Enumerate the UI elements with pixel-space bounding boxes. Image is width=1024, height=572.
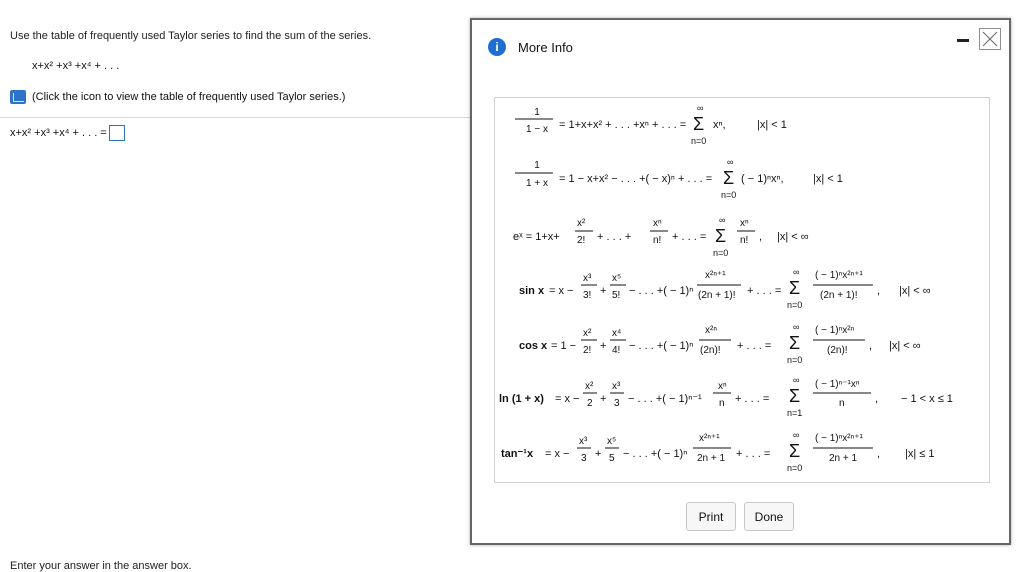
footer-instruction: Enter your answer in the answer box. — [10, 560, 192, 572]
formula-4-term-den: (2n + 1)! — [820, 290, 858, 301]
formula-7-sigma: Σ — [789, 441, 801, 461]
formula-4-lower: n=0 — [787, 300, 803, 310]
formula-6-mid: − . . . +( − 1)ⁿ⁻¹ — [628, 393, 702, 405]
formula-3-lower: n=0 — [713, 248, 729, 258]
formula-7-frac2-num: x⁵ — [607, 436, 617, 447]
answer-input[interactable] — [109, 125, 125, 141]
formula-3-tail: + . . . = — [672, 231, 707, 243]
modal-title: More Info — [518, 39, 573, 55]
formula-3-term-den: n! — [740, 235, 749, 246]
formula-4-equals: = x − — [549, 285, 574, 297]
formula-3-term-num: xⁿ — [740, 218, 749, 229]
formula-3-frac2-den: n! — [653, 235, 662, 246]
formula-2-lower: n=0 — [721, 190, 737, 200]
formula-1-upper: ∞ — [697, 103, 704, 113]
formula-7-frac2-den: 5 — [609, 453, 615, 464]
formula-7-tail: + . . . = — [736, 448, 771, 460]
formula-7-frac1-num: x³ — [579, 436, 588, 447]
formula-7-frac3-den: 2n + 1 — [697, 453, 726, 464]
formula-6-domain: − 1 < x ≤ 1 — [901, 393, 953, 405]
formula-6-term-den: n — [839, 398, 845, 409]
formula-3-mid: + . . . + — [597, 231, 632, 243]
formula-3-lhs: eˣ = 1+x+ — [513, 231, 560, 243]
formula-6-upper: ∞ — [793, 375, 800, 385]
formula-3-domain: |x| < ∞ — [777, 231, 809, 243]
formula-5-sigma: Σ — [789, 333, 801, 353]
formula-5-frac2-den: 4! — [612, 345, 621, 356]
formula-7-frac1-den: 3 — [581, 453, 587, 464]
formula-3-frac2-num: xⁿ — [653, 218, 662, 229]
formula-7-equals: = x − — [545, 448, 570, 460]
formula-7-frac3-num: x²ⁿ⁺¹ — [699, 433, 720, 444]
taylor-table-hint[interactable] — [10, 90, 345, 104]
formula-3-upper: ∞ — [719, 215, 726, 225]
formula-4-frac3-den: (2n + 1)! — [698, 290, 736, 301]
formula-3-sigma: Σ — [715, 226, 727, 246]
formula-6-frac3-num: xⁿ — [718, 381, 727, 392]
divider — [0, 117, 470, 118]
formula-5-frac1-den: 2! — [583, 345, 592, 356]
formula-5-upper: ∞ — [793, 322, 800, 332]
formula-6-term-num: ( − 1)ⁿ⁻¹xⁿ — [815, 379, 860, 390]
info-icon: i — [488, 38, 506, 56]
formula-5-term-num: ( − 1)ⁿx²ⁿ — [815, 325, 855, 336]
formula-6-sigma: Σ — [789, 386, 801, 406]
done-button[interactable]: Done — [744, 502, 794, 531]
taylor-series-formulas — [495, 98, 989, 482]
minimize-icon[interactable] — [957, 39, 969, 42]
formula-6-frac1-num: x² — [585, 381, 594, 392]
formula-4-comma: , — [877, 285, 881, 297]
formula-6-tail: + . . . = — [735, 393, 770, 405]
formula-4-upper: ∞ — [793, 267, 800, 277]
formula-5-frac3-den: (2n)! — [700, 345, 721, 356]
formula-1-sigma: Σ — [693, 114, 705, 134]
formula-3-frac1-den: 2! — [577, 235, 586, 246]
formula-1-series: = 1+x+x² + . . . +xⁿ + . . . = — [559, 119, 687, 131]
formula-6-frac1-den: 2 — [587, 398, 593, 409]
formula-7-mid: − . . . +( − 1)ⁿ — [623, 448, 688, 460]
formula-6-lhs: ln (1 + x) — [499, 393, 544, 405]
formula-5-frac3-num: x²ⁿ — [705, 325, 717, 336]
formula-2-series: = 1 − x+x² − . . . +( − x)ⁿ + . . . = — [559, 173, 713, 185]
formula-4-domain: |x| < ∞ — [899, 285, 931, 297]
taylor-series-table — [494, 97, 990, 483]
formula-5-tail: + . . . = — [737, 340, 772, 352]
question-prompt: Use the table of frequently used Taylor series to find the sum of the series. — [10, 30, 372, 42]
answer-prefix: x+x² +x³ +x⁴ + . . . = — [10, 127, 107, 139]
formula-5-term-den: (2n)! — [827, 345, 848, 356]
print-button[interactable]: Print — [686, 502, 736, 531]
book-icon[interactable] — [10, 90, 26, 104]
formula-1-numerator: 1 — [534, 107, 540, 118]
formula-2-term: ( − 1)ⁿxⁿ, — [741, 173, 784, 185]
formula-4-mid: − . . . +( − 1)ⁿ — [629, 285, 694, 297]
formula-6-equals: = x − — [555, 393, 580, 405]
more-info-modal — [470, 18, 1011, 545]
formula-1-term: xⁿ, — [713, 119, 726, 131]
formula-3-frac1-num: x² — [577, 218, 586, 229]
series-expression: x+x² +x³ +x⁴ + . . . — [32, 60, 120, 72]
formula-5-plus: + — [600, 340, 607, 352]
formula-1-denominator: 1 − x — [526, 124, 548, 135]
formula-7-comma: , — [877, 448, 881, 460]
formula-6-frac3-den: n — [719, 398, 725, 409]
formula-4-frac3-num: x²ⁿ⁺¹ — [705, 270, 726, 281]
formula-4-sigma: Σ — [789, 278, 801, 298]
formula-3-comma: , — [759, 231, 763, 243]
formula-4-term-num: ( − 1)ⁿx²ⁿ⁺¹ — [815, 270, 863, 281]
formula-6-comma: , — [875, 393, 879, 405]
answer-row — [10, 125, 125, 141]
formula-7-plus: + — [595, 448, 602, 460]
formula-5-frac1-num: x² — [583, 328, 592, 339]
formula-4-plus: + — [600, 285, 607, 297]
formula-2-sigma: Σ — [723, 168, 735, 188]
formula-5-equals: = 1 − — [551, 340, 577, 352]
formula-7-lhs: tan⁻¹x — [501, 448, 534, 460]
formula-7-lower: n=0 — [787, 463, 803, 473]
formula-5-lhs: cos x — [519, 340, 548, 352]
formula-5-domain: |x| < ∞ — [889, 340, 921, 352]
modal-header — [488, 38, 573, 56]
formula-6-lower: n=1 — [787, 408, 803, 418]
formula-7-term-den: 2n + 1 — [829, 453, 858, 464]
formula-2-numerator: 1 — [534, 160, 540, 171]
formula-5-lower: n=0 — [787, 355, 803, 365]
formula-5-mid: − . . . +( − 1)ⁿ — [629, 340, 694, 352]
formula-1-domain: |x| < 1 — [757, 119, 787, 131]
formula-4-lhs: sin x — [519, 285, 545, 297]
formula-6-plus: + — [600, 393, 607, 405]
close-icon[interactable] — [979, 28, 1001, 50]
formula-2-domain: |x| < 1 — [813, 173, 843, 185]
formula-5-comma: , — [869, 340, 873, 352]
formula-6-frac2-num: x³ — [612, 381, 621, 392]
formula-2-denominator: 1 + x — [526, 178, 548, 189]
formula-7-domain: |x| ≤ 1 — [905, 448, 935, 460]
formula-4-tail: + . . . = — [747, 285, 782, 297]
formula-4-frac2-den: 5! — [612, 290, 621, 301]
formula-4-frac2-num: x⁵ — [612, 273, 622, 284]
hint-text: (Click the icon to view the table of frequently used Taylor series.) — [32, 91, 346, 103]
formula-7-upper: ∞ — [793, 430, 800, 440]
formula-2-upper: ∞ — [727, 157, 734, 167]
formula-4-frac1-num: x³ — [583, 273, 592, 284]
formula-7-term-num: ( − 1)ⁿx²ⁿ⁺¹ — [815, 433, 863, 444]
formula-1-lower: n=0 — [691, 136, 707, 146]
formula-4-frac1-den: 3! — [583, 290, 592, 301]
formula-6-frac2-den: 3 — [614, 398, 620, 409]
formula-5-frac2-num: x⁴ — [612, 328, 622, 339]
